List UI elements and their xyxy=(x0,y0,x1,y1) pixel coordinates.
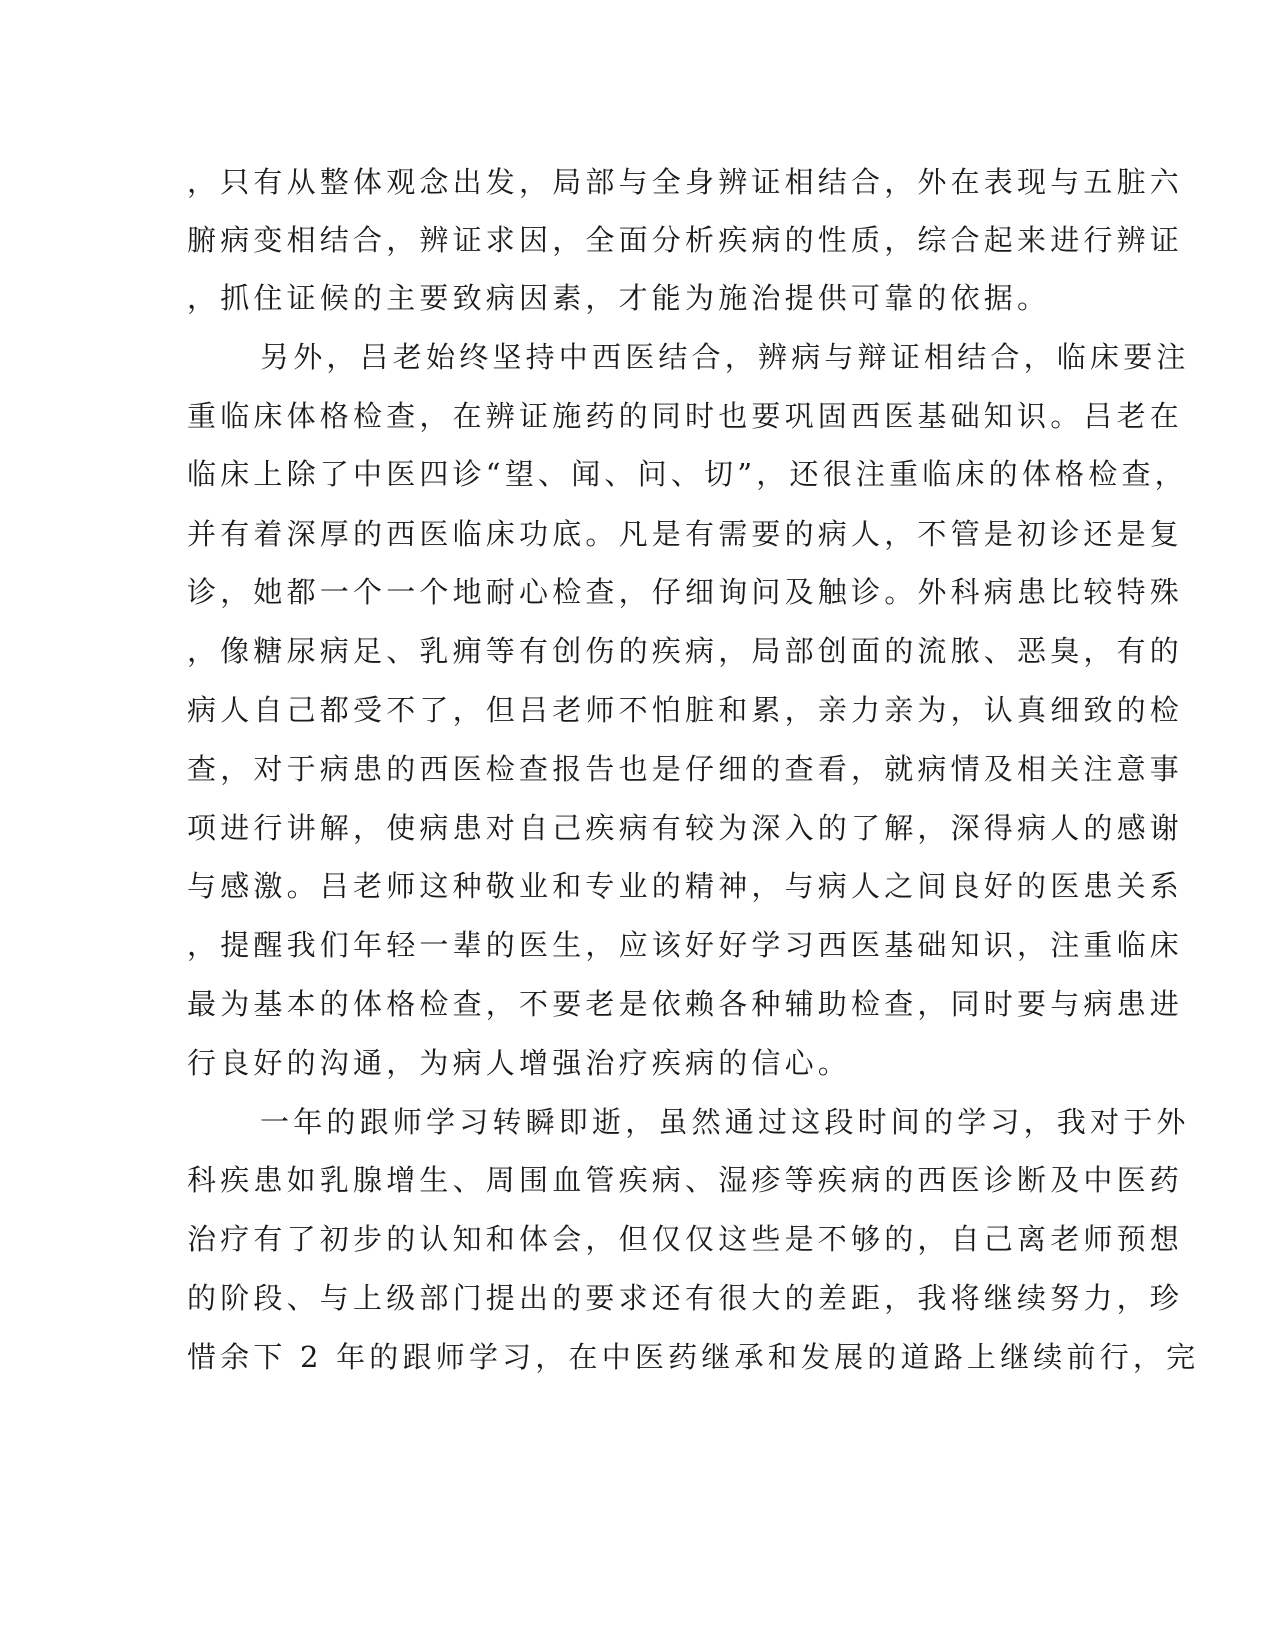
paragraph-3-line-5: 惜余下 2 年的跟师学习，在中医药继承和发展的道路上继续前行，完 xyxy=(187,1340,1200,1374)
paragraph-1-line-2: 腑病变相结合，辨证求因，全面分析疾病的性质，综合起来进行辨证 xyxy=(187,223,1184,257)
paragraph-2-line-2: 重临床体格检查，在辨证施药的同时也要巩固西医基础知识。吕老在 xyxy=(187,399,1184,433)
paragraph-3-line-4: 的阶段、与上级部门提出的要求还有很大的差距，我将继续努力，珍 xyxy=(187,1281,1184,1315)
paragraph-2-line-11: ，提醒我们年轻一辈的医生，应该好好学习西医基础知识，注重临床 xyxy=(187,928,1184,962)
paragraph-2-line-9: 项进行讲解，使病患对自己疾病有较为深入的了解，深得病人的感谢 xyxy=(187,811,1184,845)
paragraph-2-line-5: 诊，她都一个一个地耐心检查，仔细询问及触诊。外科病患比较特殊 xyxy=(187,575,1184,609)
paragraph-2-line-13: 行良好的沟通，为病人增强治疗疾病的信心。 xyxy=(187,1046,852,1080)
paragraph-3-line-2: 科疾患如乳腺增生、周围血管疾病、湿疹等疾病的西医诊断及中医药 xyxy=(187,1163,1184,1197)
paragraph-2-line-7: 病人自己都受不了，但吕老师不怕脏和累，亲力亲为，认真细致的检 xyxy=(187,693,1184,727)
paragraph-3-line-3: 治疗有了初步的认知和体会，但仅仅这些是不够的，自己离老师预想 xyxy=(187,1222,1184,1256)
paragraph-3-line-1: 一年的跟师学习转瞬即逝，虽然通过这段时间的学习，我对于外 xyxy=(260,1105,1190,1139)
paragraph-1-line-3: ，抓住证候的主要致病因素，才能为施治提供可靠的依据。 xyxy=(187,281,1051,315)
paragraph-2-line-6: ，像糖尿病足、乳痈等有创伤的疾病，局部创面的流脓、恶臭，有的 xyxy=(187,634,1184,668)
paragraph-2-line-3: 临床上除了中医四诊“望、闻、问、切”，还很注重临床的体格检查， xyxy=(187,457,1188,491)
paragraph-2-line-10: 与感激。吕老师这种敬业和专业的精神，与病人之间良好的医患关系 xyxy=(187,869,1184,903)
paragraph-2-line-4: 并有着深厚的西医临床功底。凡是有需要的病人，不管是初诊还是复 xyxy=(187,517,1184,551)
paragraph-1-line-1: ，只有从整体观念出发，局部与全身辨证相结合，外在表现与五脏六 xyxy=(187,165,1184,199)
paragraph-2-line-8: 查，对于病患的西医检查报告也是仔细的查看，就病情及相关注意事 xyxy=(187,752,1184,786)
paragraph-2-line-1: 另外，吕老始终坚持中西医结合，辨病与辩证相结合，临床要注 xyxy=(260,340,1190,374)
paragraph-2-line-12: 最为基本的体格检查，不要老是依赖各种辅助检查，同时要与病患进 xyxy=(187,987,1184,1021)
